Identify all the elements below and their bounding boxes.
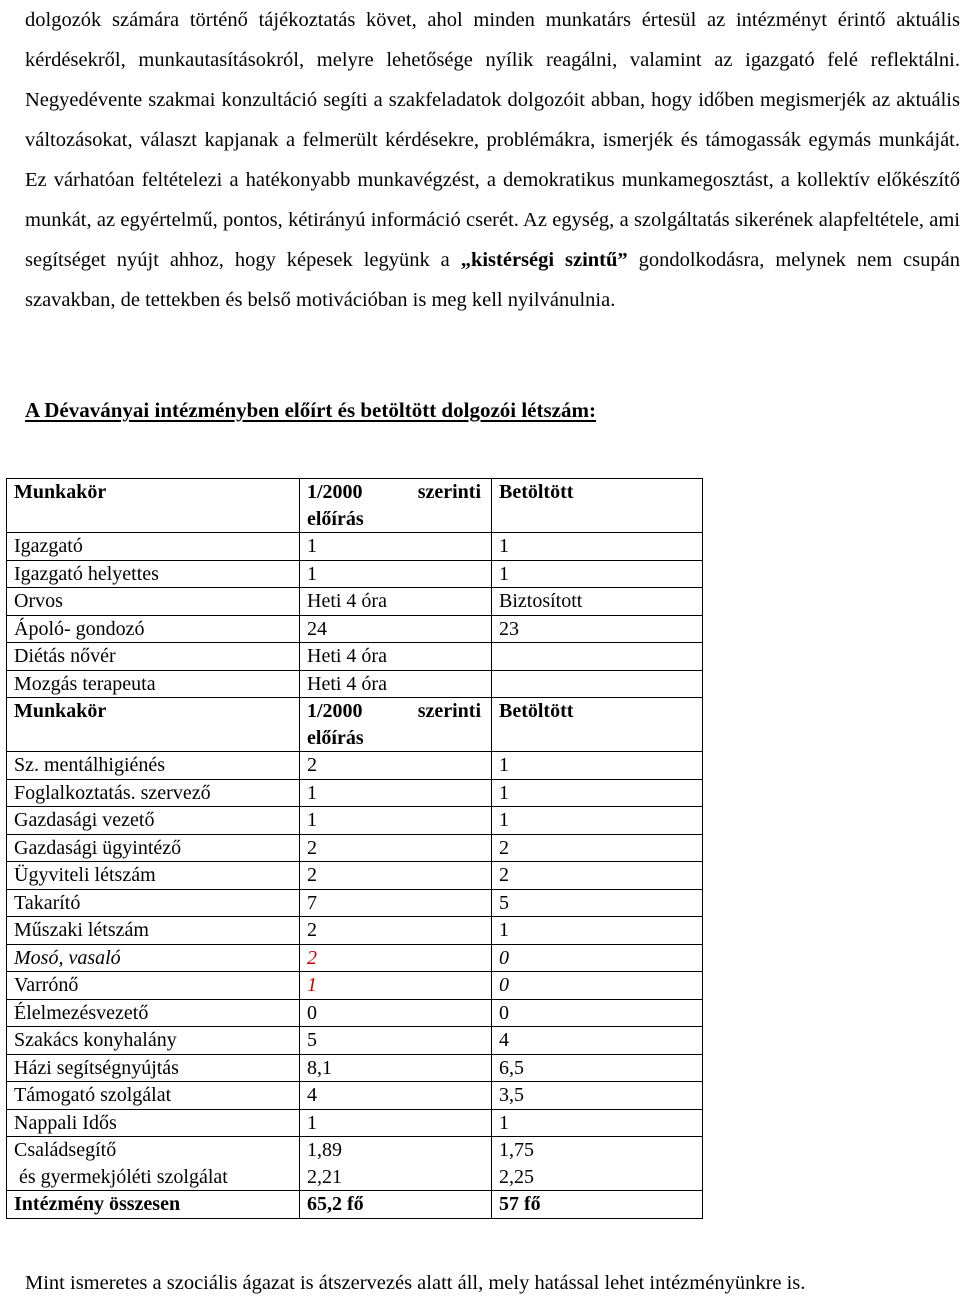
header-cell: Betöltött [492, 698, 703, 752]
staff-table [6, 478, 703, 1219]
table-row: Nappali Idős 1 1 [7, 1109, 703, 1137]
table-row-csaladsegito: Családsegítő és gyermekjóléti szolgálat 1,89 2,21 1,75 2,25 [7, 1137, 703, 1191]
table-row: Élelmezésvezető 0 0 [7, 999, 703, 1027]
section-title: A Dévaványai intézményben előírt és betöltött dolgozói létszám: [25, 398, 596, 422]
table-row: Gazdasági vezető 1 1 [7, 807, 703, 835]
table-row-moso: Mosó, vasaló 2 0 [7, 944, 703, 972]
table-row: Mozgás terapeuta Heti 4 óra [7, 670, 703, 698]
table-row: Támogató szolgálat 4 3,5 [7, 1082, 703, 1110]
table-row: Orvos Heti 4 óra Biztosított [7, 588, 703, 616]
table-row: Házi segítségnyújtás 8,1 6,5 [7, 1054, 703, 1082]
paragraph-text-2: gondolkodásra, melynek nem csupán szavakban, de tettekben és belső motivációban is meg kell nyilvánulnia. [25, 249, 960, 311]
header-cell: Munkakör [7, 479, 300, 533]
header-cell: Munkakör [7, 698, 300, 752]
table-header-row-repeat [7, 698, 703, 752]
table-row: Sz. mentálhigiénés 2 1 [7, 752, 703, 780]
paragraph-emphasis: „kistérségi szintű” [460, 249, 628, 271]
paragraph-text-1: dolgozók számára történő tájékoztatás követ, ahol minden munkatárs értesül az intézményt érintő aktuális kérdésekről, munkautasításokról, melyre lehetősége nyílik reagálni, valamint az igazgató felé reflektálni. Negyedévente szakmai konzultáció segíti a szakfeladatok dolgozóit abban, hogy időben megismerjék az aktuális változásokat, választ kapjanak a felmerült kérdésekre, problémákra, ismerjék és támogassák egymás munkáját. Ez várhatóan feltételezi a hatékonyabb munkavégzést, a demokratikus munkamegosztást, a kollektív előkészítő munkát, az egyértelmű, pontos, kétirányú információ cserét. Az egység, a szolgáltatás sikerének alapfeltétele, ami segítséget nyújt ahhoz, hogy képesek legyünk a [25, 9, 960, 271]
header-cell: 1/2000 szerinti előírás [300, 479, 492, 533]
table-row: Foglalkoztatás. szervező 1 1 [7, 779, 703, 807]
intro-paragraph [25, 0, 960, 320]
table-row: Szakács konyhalány 5 4 [7, 1027, 703, 1055]
table-row: Ápoló- gondozó 24 23 [7, 615, 703, 643]
table-row: Takarító 7 5 [7, 889, 703, 917]
header-cell: Betöltött [492, 479, 703, 533]
table-row: Igazgató 1 1 [7, 533, 703, 561]
table-total-row: Intézmény összesen 65,2 fő 57 fő [7, 1191, 703, 1219]
table-row: Ügyviteli létszám 2 2 [7, 862, 703, 890]
header-cell: 1/2000 szerinti előírás [300, 698, 492, 752]
table-row: Műszaki létszám 2 1 [7, 917, 703, 945]
table-row-varrono: Varrónő 1 0 [7, 972, 703, 1000]
table-row: Gazdasági ügyintéző 2 2 [7, 834, 703, 862]
footer-text: Mint ismeretes a szociális ágazat is átszervezés alatt áll, mely hatással lehet intézményünkre is. [25, 1272, 806, 1294]
table-row: Igazgató helyettes 1 1 [7, 560, 703, 588]
table-row: Diétás nővér Heti 4 óra [7, 643, 703, 671]
table-header-row [7, 479, 703, 533]
